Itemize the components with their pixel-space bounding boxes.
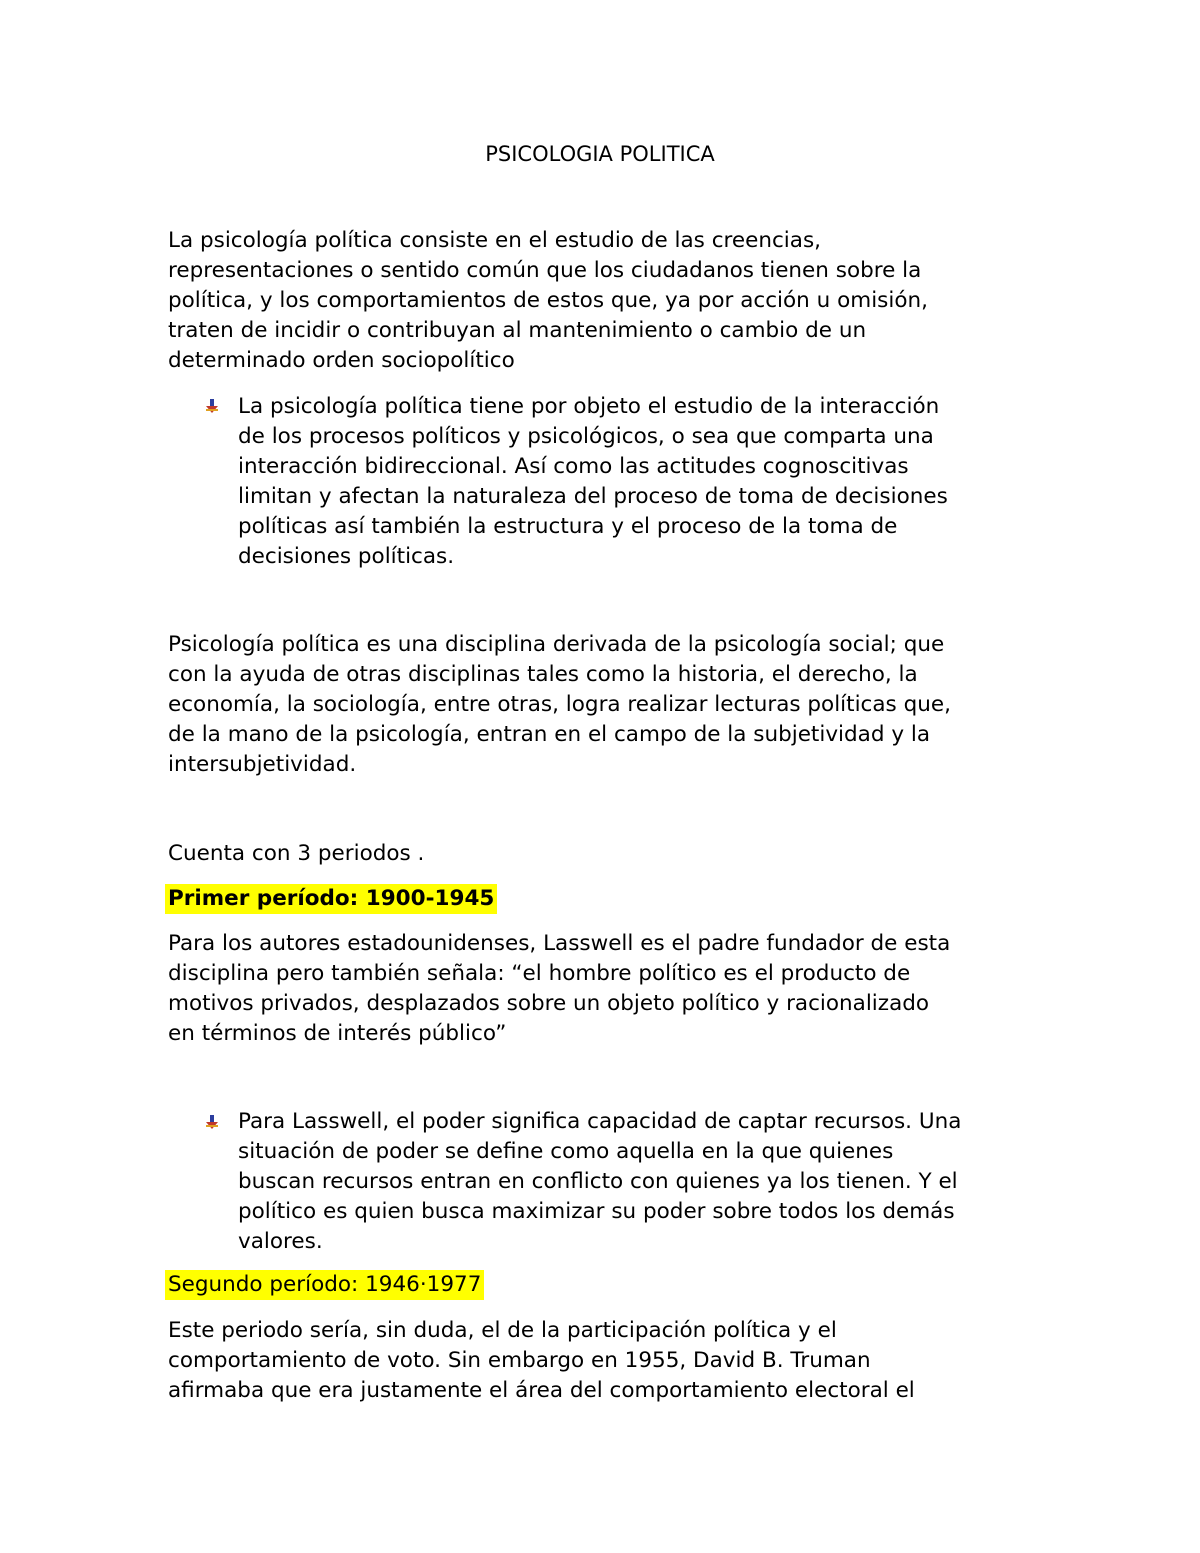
para2-line: con la ayuda de otras disciplinas tales como la historia, el derecho, la — [168, 662, 918, 687]
arrow-down-bullet-icon — [204, 398, 220, 414]
intro-line: La psicología política consiste en el estudio de las creencias, — [168, 228, 821, 253]
period2-heading: Segundo período: 1946·1977 — [165, 1270, 484, 1300]
document-title: PSICOLOGIA POLITICA — [485, 142, 715, 166]
intro-paragraph — [168, 226, 1048, 376]
bullet2-line: político es quien busca maximizar su poder sobre todos los demás — [238, 1199, 955, 1224]
bullet-paragraph-1 — [238, 392, 1058, 572]
bullet1-line: de los procesos políticos y psicológicos, o sea que comparta una — [238, 424, 934, 449]
intro-line: determinado orden sociopolítico — [168, 348, 515, 373]
bullet2-line: valores. — [238, 1229, 323, 1254]
period1-heading: Primer período: 1900-1945 — [165, 884, 497, 914]
para2-line: economía, la sociología, entre otras, logra realizar lecturas políticas que, — [168, 692, 951, 717]
bullet1-line: La psicología política tiene por objeto el estudio de la interacción — [238, 394, 940, 419]
bullet1-line: interacción bidireccional. Así como las actitudes cognoscitivas — [238, 454, 909, 479]
bullet2-line: buscan recursos entran en conflicto con quienes ya los tienen. Y el — [238, 1169, 958, 1194]
bullet1-line: políticas así también la estructura y el proceso de la toma de — [238, 514, 898, 539]
bullet1-line: limitan y afectan la naturaleza del proceso de toma de decisiones — [238, 484, 948, 509]
para2-line: Psicología política es una disciplina derivada de la psicología social; que — [168, 632, 945, 657]
period1-paragraph — [168, 929, 1048, 1049]
intro-line: traten de incidir o contribuyan al mantenimiento o cambio de un — [168, 318, 867, 343]
bullet2-line: situación de poder se define como aquella en la que quienes — [238, 1139, 894, 1164]
arrow-down-bullet-icon — [204, 1114, 220, 1130]
bullet1-line: decisiones políticas. — [238, 544, 455, 569]
paragraph-2 — [168, 630, 1048, 780]
periods-intro-text: Cuenta con 3 periodos . — [168, 841, 425, 866]
bullet-paragraph-2 — [238, 1107, 1058, 1257]
period1-line: Para los autores estadounidenses, Lasswell es el padre fundador de esta — [168, 931, 951, 956]
intro-line: representaciones o sentido común que los ciudadanos tienen sobre la — [168, 258, 922, 283]
period2-line: comportamiento de voto. Sin embargo en 1955, David B. Truman — [168, 1348, 871, 1373]
period1-line: disciplina pero también señala: “el hombre político es el producto de — [168, 961, 911, 986]
period2-line: Este periodo sería, sin duda, el de la participación política y el — [168, 1318, 837, 1343]
periods-intro — [168, 839, 1048, 869]
period1-line: en términos de interés público” — [168, 1021, 507, 1046]
period1-line: motivos privados, desplazados sobre un objeto político y racionalizado — [168, 991, 930, 1016]
intro-line: política, y los comportamientos de estos que, ya por acción u omisión, — [168, 288, 928, 313]
period2-line: afirmaba que era justamente el área del comportamiento electoral el — [168, 1378, 915, 1403]
period2-paragraph — [168, 1316, 1048, 1406]
para2-line: intersubjetividad. — [168, 752, 357, 777]
para2-line: de la mano de la psicología, entran en el campo de la subjetividad y la — [168, 722, 931, 747]
bullet2-line: Para Lasswell, el poder significa capacidad de captar recursos. Una — [238, 1109, 962, 1134]
